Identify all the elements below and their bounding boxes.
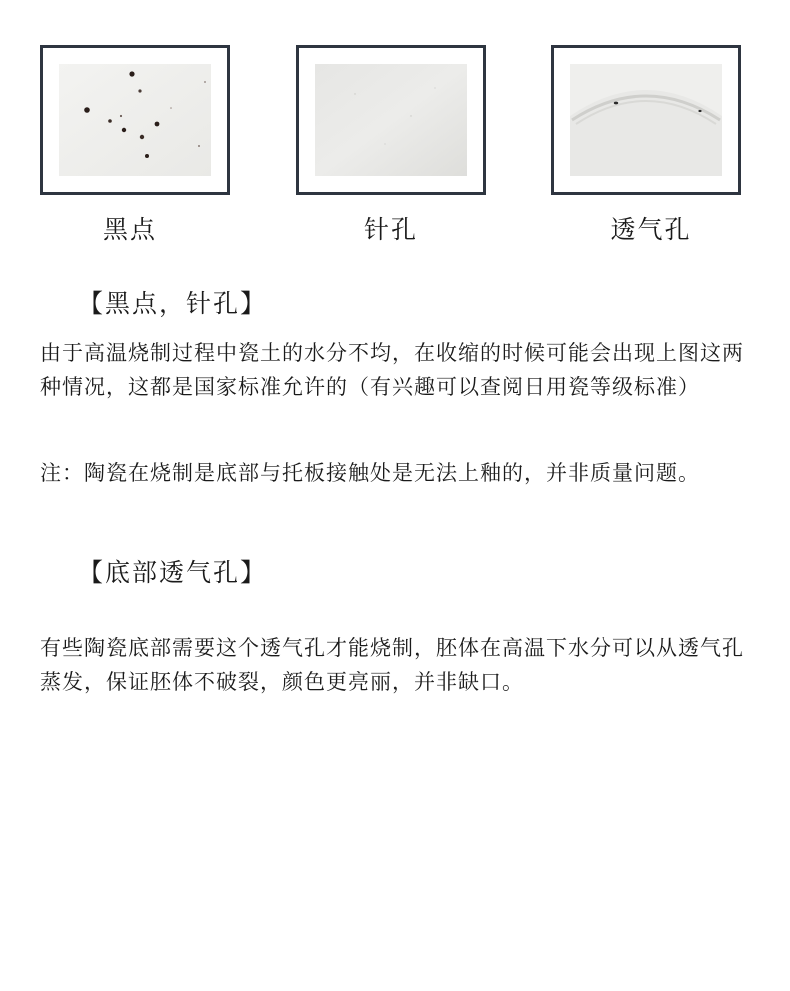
pinhole-photo-frame	[296, 45, 486, 195]
pinhole-image	[315, 64, 467, 176]
section-heading-vent-hole: 【底部透气孔】	[78, 558, 268, 587]
black-spots-photo-frame	[40, 45, 230, 195]
black-spots-image	[59, 64, 211, 176]
black-spots-pinholes-description: 由于高温烧制过程中瓷土的水分不均，在收缩的时候可能会出现上图这两种情况，这都是国家标准允许的（有兴趣可以查阅日用瓷等级标准）	[40, 341, 744, 399]
glaze-note: 注：陶瓷在烧制是底部与托板接触处是无法上釉的，并非质量问题。	[40, 461, 700, 485]
vent-hole-caption: 透气孔	[610, 215, 692, 244]
vent-hole-photo-frame	[551, 45, 741, 195]
vent-hole-image	[570, 64, 722, 176]
section-heading-black-spots-pinholes: 【黑点，针孔】	[78, 289, 268, 318]
pinhole-caption: 针孔	[363, 215, 418, 244]
vent-hole-description: 有些陶瓷底部需要这个透气孔才能烧制，胚体在高温下水分可以从透气孔蒸发，保证胚体不破裂，颜色更亮丽，并非缺口。	[40, 636, 744, 694]
black-spots-caption: 黑点	[102, 215, 157, 244]
